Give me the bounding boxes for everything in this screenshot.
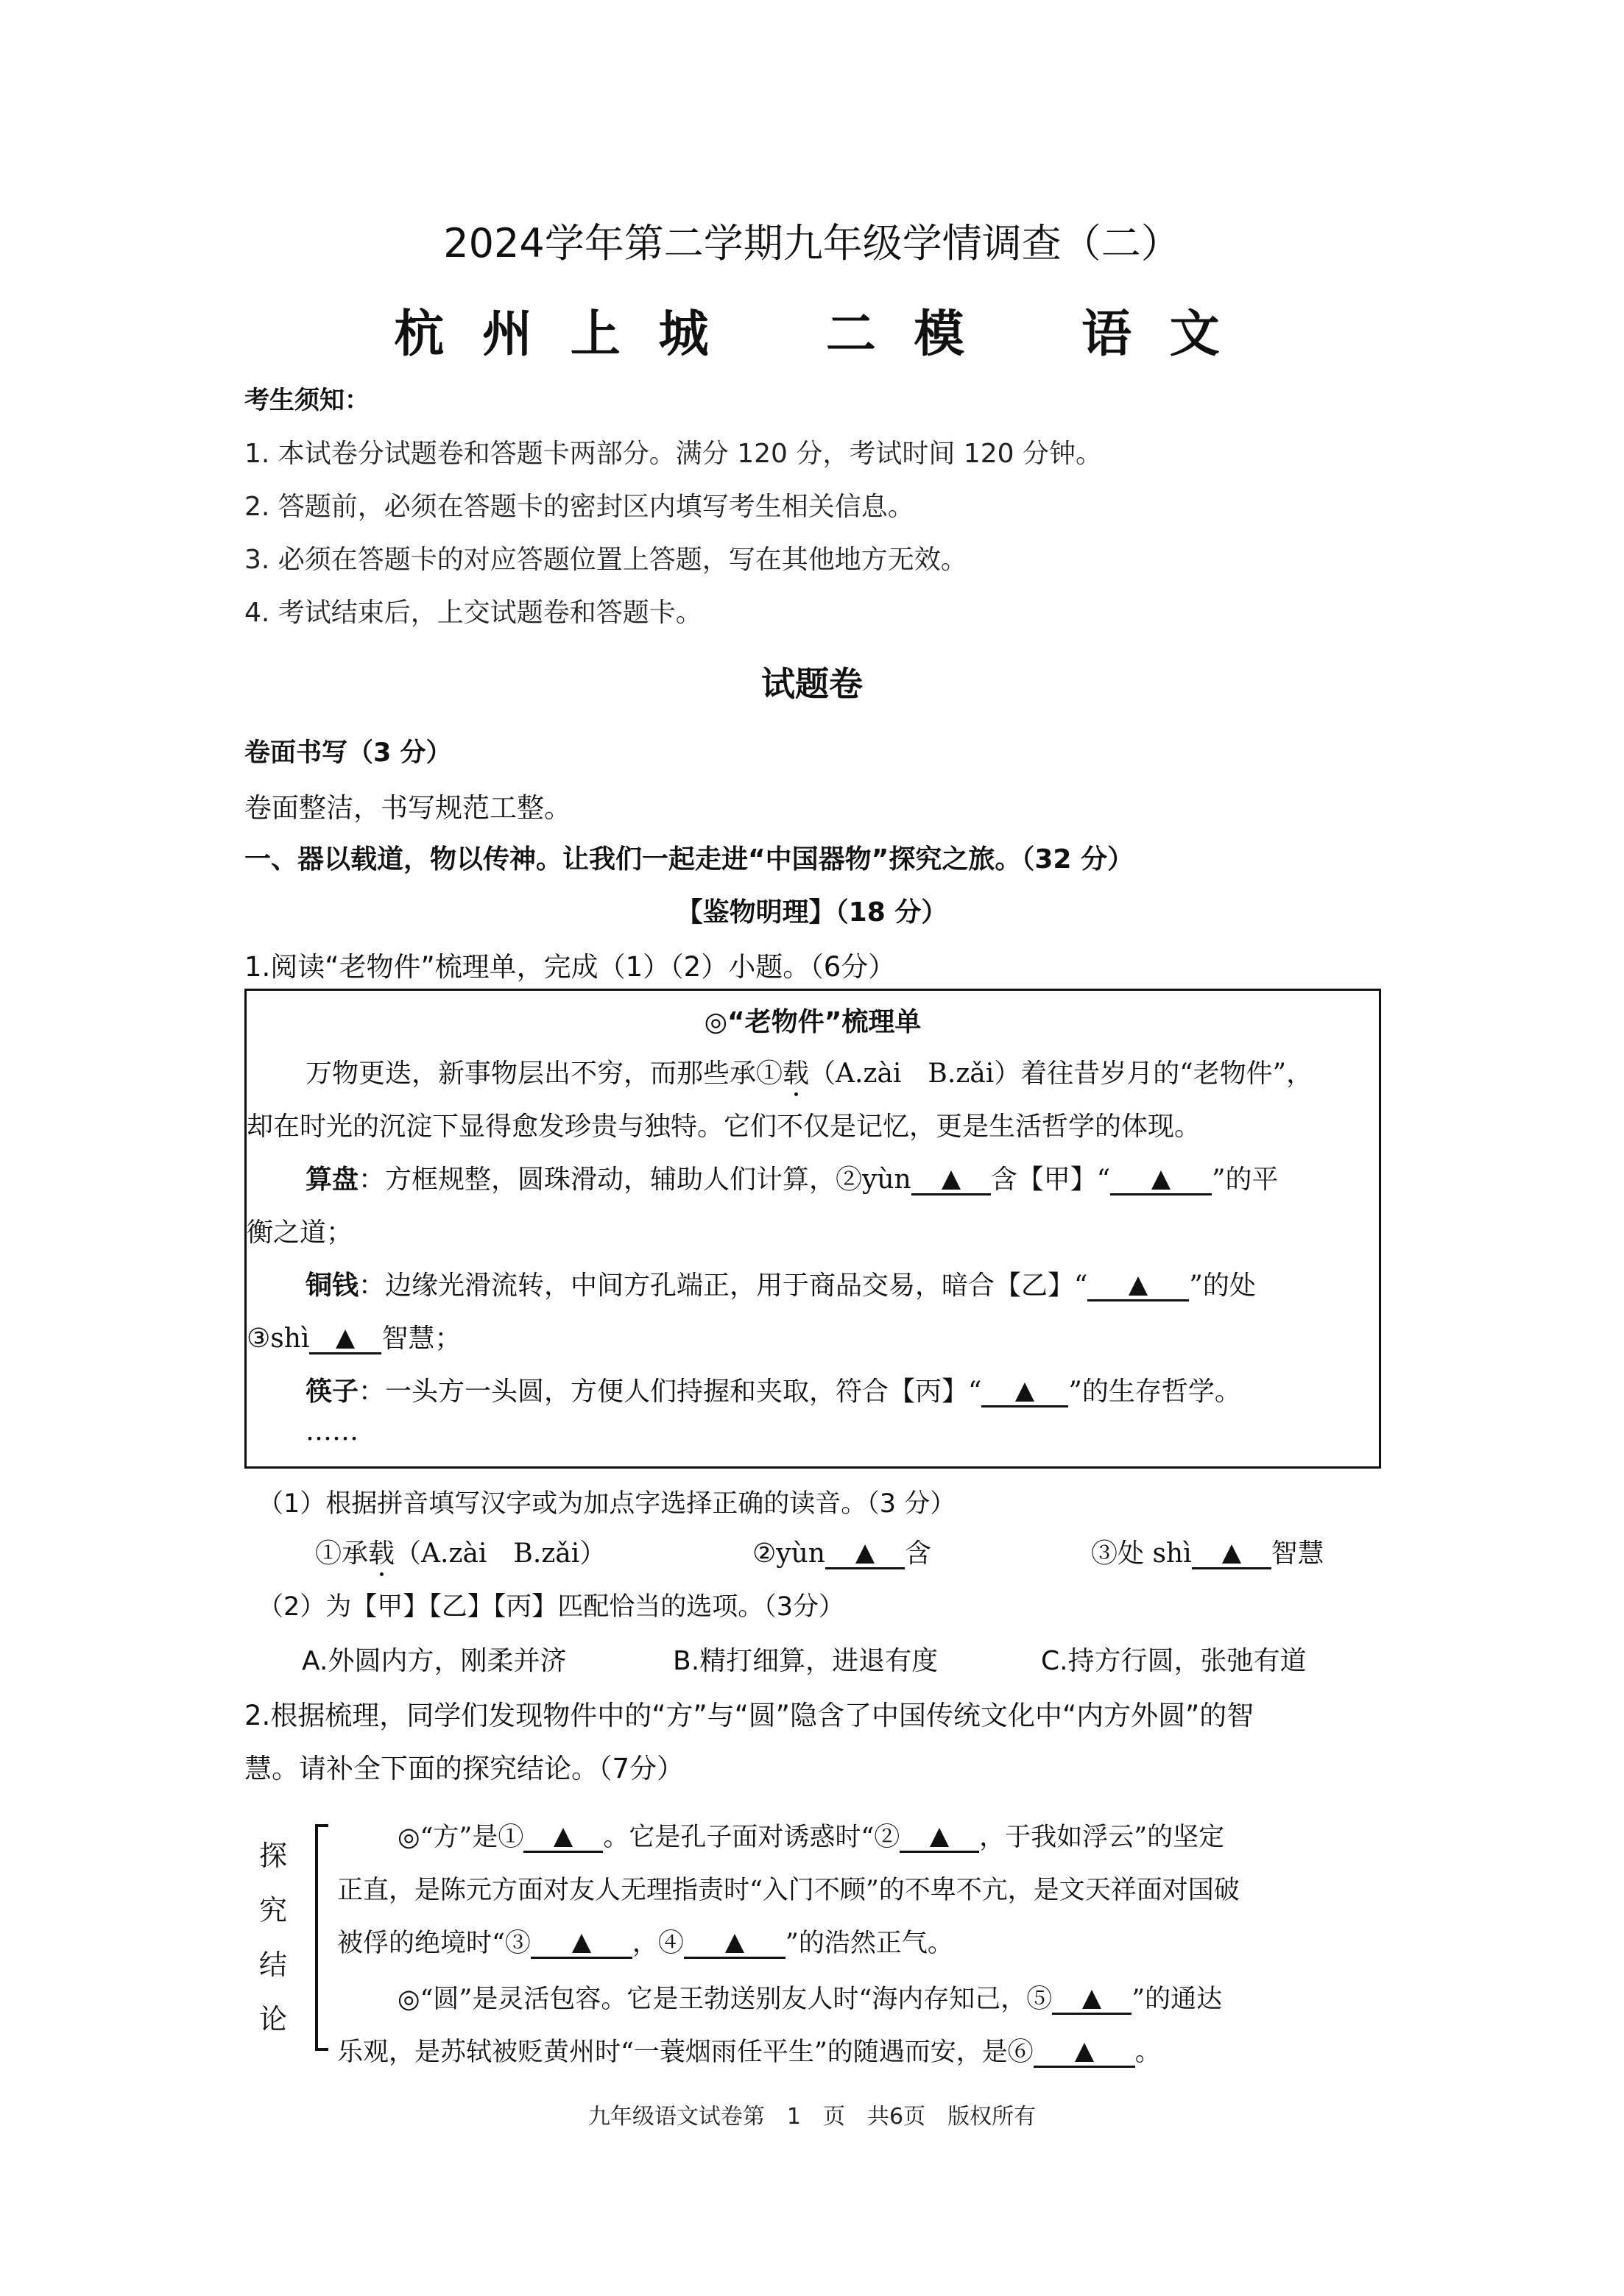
title-char: 文 <box>1169 305 1230 364</box>
triangle-icon <box>942 1170 961 1190</box>
title-char: 城 <box>658 305 719 364</box>
option-b: B.精打细算，进退有度 <box>673 1646 939 1676</box>
triangle-icon <box>572 1934 591 1953</box>
triangle-icon <box>554 1828 573 1847</box>
conclusion-line5: 乐观，是苏轼被贬黄州时“一蓑烟雨任平生”的随遇而安，是⑥ 。 <box>337 2038 1161 2067</box>
sheet-coin: 铜钱：边缘光滑流转，中间方孔端正，用于商品交易，暗合【乙】“ ”的处 <box>306 1271 1256 1301</box>
old-objects-sheet <box>244 989 1381 1469</box>
notice-item: 4. 考试结束后，上交试题卷和答题卡。 <box>244 598 702 628</box>
title-char: 语 <box>1081 305 1142 364</box>
answer-blank[interactable] <box>825 1541 905 1569</box>
side-label-char: 究 <box>259 1894 288 1926</box>
title-char: 州 <box>482 305 543 364</box>
answer-blank[interactable] <box>309 1326 381 1354</box>
exam-subtitle: 2024学年第二学期九年级学情调查（二） <box>443 220 1181 266</box>
exam-title <box>0 294 1624 366</box>
conclusion-line1: ◎“方”是① 。它是孔子面对诱惑时“② ，于我如浮云”的坚定 <box>398 1823 1225 1852</box>
q1-prompt: 1.阅读“老物件”梳理单，完成（1）（2）小题。（6分） <box>244 951 896 983</box>
notice-item: 1. 本试卷分试题卷和答题卡两部分。满分 120 分，考试时间 120 分钟。 <box>244 439 1102 469</box>
notice-item: 2. 答题前，必须在答题卡的密封区内填写考生相关信息。 <box>244 492 914 522</box>
side-label-char: 结 <box>259 1949 288 1981</box>
notice-heading: 考生须知： <box>244 386 370 415</box>
sheet-abacus-line2: 衡之道； <box>247 1218 353 1248</box>
part1-subheading: 【鉴物明理】（18 分） <box>676 897 948 928</box>
triangle-icon <box>855 1544 875 1564</box>
answer-blank[interactable] <box>900 1825 979 1853</box>
sheet-title: ◎“老物件”梳理单 <box>704 1007 922 1037</box>
section-title: 试题卷 <box>761 664 863 704</box>
answer-blank[interactable] <box>1034 2040 1135 2068</box>
answer-blank[interactable] <box>684 1931 785 1959</box>
title-char: 上 <box>570 305 631 364</box>
answer-blank[interactable] <box>1192 1541 1271 1569</box>
q1-sub1-item1: ①承载（A.zài B.zǎi） <box>315 1539 607 1569</box>
triangle-icon <box>1082 1990 1101 2009</box>
triangle-icon <box>1075 2043 1094 2062</box>
side-label-char: 论 <box>259 2003 288 2035</box>
handwriting-text: 卷面整洁，书写规范工整。 <box>244 792 571 824</box>
title-char: 二 <box>825 305 886 364</box>
title-char: 模 <box>914 305 975 364</box>
triangle-icon <box>1222 1544 1241 1564</box>
triangle-icon <box>725 1934 744 1953</box>
q2-prompt-line2: 慧。请补全下面的探究结论。（7分） <box>244 1753 685 1784</box>
conclusion-line3: 被俘的绝境时“③ ，④ ”的浩然正气。 <box>337 1929 953 1958</box>
answer-blank[interactable] <box>531 1931 632 1959</box>
conclusion-line4: ◎“圆”是灵活包容。它是王勃送别友人时“海内存知己，⑤ ”的通达 <box>398 1985 1223 2014</box>
sheet-intro-line1: 万物更迭，新事物层出不穷，而那些承①载（A.zài B.zǎi）着往昔岁月的“老物件”， <box>306 1059 1313 1089</box>
sheet-ellipsis: …… <box>306 1416 359 1447</box>
title-char: 杭 <box>394 305 455 364</box>
sheet-intro-line2: 却在时光的沉淀下显得愈发珍贵与独特。它们不仅是记忆，更是生活哲学的体现。 <box>247 1112 1201 1142</box>
option-c: C.持方行圆，张弛有道 <box>1041 1646 1307 1676</box>
q2-prompt-line1: 2.根据梳理，同学们发现物件中的“方”与“圆”隐含了中国传统文化中“内方外圆”的智 <box>244 1700 1254 1731</box>
conclusion-line2: 正直，是陈元方面对友人无理指责时“入门不顾”的不卑不亢，是文天祥面对国破 <box>337 1876 1240 1905</box>
notice-item: 3. 必须在答题卡的对应答题位置上答题，写在其他地方无效。 <box>244 545 967 575</box>
answer-blank[interactable] <box>911 1167 991 1195</box>
triangle-icon <box>1151 1170 1171 1190</box>
handwriting-heading: 卷面书写（3 分） <box>244 738 452 768</box>
answer-blank[interactable] <box>981 1379 1068 1407</box>
q1-sub1-item2: ②yùn 含 <box>752 1539 931 1569</box>
q1-sub1-prompt: （1）根据拼音填写汉字或为加点字选择正确的读音。（3 分） <box>258 1489 956 1519</box>
triangle-icon <box>1015 1382 1034 1402</box>
sheet-chopsticks: 筷子：一头方一头圆，方便人们持握和夹取，符合【丙】“ ”的生存哲学。 <box>306 1377 1241 1407</box>
answer-blank[interactable] <box>1110 1167 1212 1195</box>
triangle-icon <box>930 1828 949 1847</box>
answer-blank[interactable] <box>523 1825 603 1853</box>
sheet-abacus: 算盘：方框规整，圆珠滑动，辅助人们计算，②yùn 含【甲】“ ”的平 <box>306 1165 1279 1195</box>
q1-sub1-item3: ③处 shì 智慧 <box>1091 1539 1324 1569</box>
q1-sub2-prompt: （2）为【甲】【乙】【丙】匹配恰当的选项。（3分） <box>258 1592 845 1622</box>
sheet-coin-line2: ③shì 智慧； <box>247 1324 462 1354</box>
page-footer: 九年级语文试卷第 1 页 共6页 版权所有 <box>587 2104 1037 2130</box>
triangle-icon <box>1129 1276 1148 1296</box>
side-label-char: 探 <box>259 1840 288 1872</box>
answer-blank[interactable] <box>1087 1273 1189 1301</box>
option-a: A.外圆内方，刚柔并济 <box>302 1646 567 1676</box>
part1-heading: 一、器以载道，物以传神。让我们一起走进“中国器物”探究之旅。（32 分） <box>244 844 1134 875</box>
bracket-icon <box>315 1824 328 2051</box>
dotted-char: 载 <box>783 1059 810 1089</box>
answer-blank[interactable] <box>1052 1987 1131 2015</box>
triangle-icon <box>336 1329 355 1349</box>
